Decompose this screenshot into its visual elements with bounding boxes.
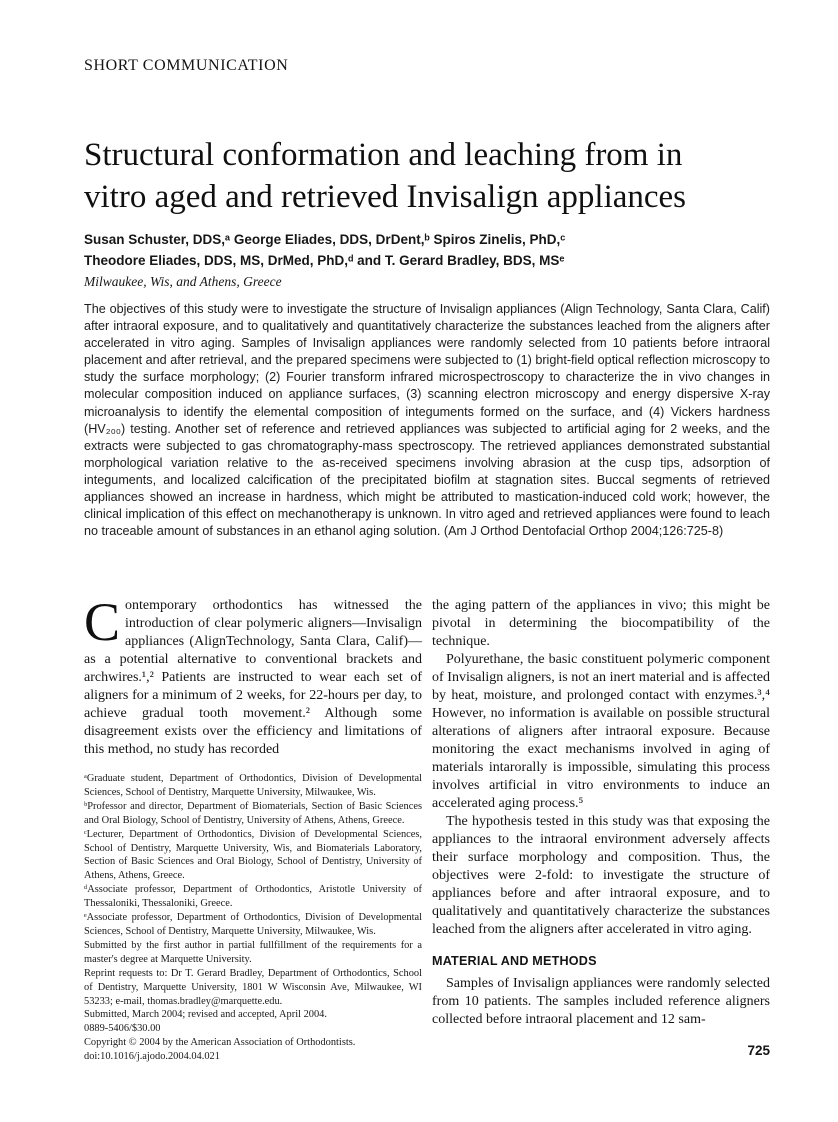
- body-paragraph-4: Samples of Invisalign appliances were randomly selected from 10 patients. The samples included reference aligners collected before intraoral placement and 12 sam-: [432, 976, 770, 1027]
- intro-paragraph: [84, 592, 422, 759]
- footnote-block: [84, 772, 422, 1064]
- drop-cap: C: [84, 592, 121, 652]
- author-line-2: Theodore Eliades, DDS, MS, DrMed, PhD,ᵈ and T. Gerard Bradley, BDS, MSᵉ: [84, 253, 565, 268]
- page-number: 725: [747, 1043, 770, 1058]
- two-column-body: [84, 592, 770, 1064]
- author-list: [84, 229, 784, 271]
- section-label: SHORT COMMUNICATION: [84, 57, 289, 74]
- footnote-submission: Submitted by the first author in partial fullfillment of the requirements for a master's degree at Marquette University.: [84, 939, 422, 965]
- article-title-line1: Structural conformation and leaching from in: [84, 137, 683, 173]
- article-title-line2: vitro aged and retrieved Invisalign appliances: [84, 179, 687, 215]
- footnote-issn-price: 0889-5406/$30.00: [84, 1023, 161, 1035]
- body-paragraph-1: the aging pattern of the appliances in vivo; this might be pivotal in determining the biocompatibility of the technique.: [432, 598, 770, 649]
- footnote-b: ᵇProfessor and director, Department of Biomaterials, Section of Basic Sciences and Oral Biology, School of Dentistry, University of Athens, Athens, Greece.: [84, 800, 422, 826]
- author-line-1: Susan Schuster, DDS,ᵃ George Eliades, DDS, DrDent,ᵇ Spiros Zinelis, PhD,ᶜ: [84, 232, 566, 247]
- footnote-c: ᶜLecturer, Department of Orthodontics, Division of Developmental Sciences, School of Dentistry, Marquette University, Wis, and Biomaterials Laboratory, Section of Basic Sciences and Oral Biology, School of Dentistry, University of Athens, Athens, Greece.: [84, 828, 422, 882]
- footnote-e: ᵉAssociate professor, Department of Orthodontics, Division of Developmental Sciences, School of Dentistry, Marquette University, Milwaukee, Wis.: [84, 912, 422, 937]
- body-paragraph-2: Polyurethane, the basic constituent polymeric component of Invisalign aligners, is not an inert material and is affected by heat, moisture, and prolonged contact with enzymes.³,⁴ However, no information is available on possible structural alterations of aligners after intraoral exposure. Because monitoring the exact mechanisms involved in aging of materials intarorally is impossible, simulating this process involves artificial in vitro environments to induce an accelerated aging process.⁵: [432, 652, 770, 811]
- body-paragraph-3: The hypothesis tested in this study was that exposing the appliances to the intraoral environment adversely affects their surface morphology and composition. Thus, the objectives were 2-fold: to investigate the structure of appliances before and after intraoral exposure, and to qualitatively and quantitatively characterize the substances leached from the aligners after accelerated in vitro aging.: [432, 814, 770, 937]
- footnote-a: ᵃGraduate student, Department of Orthodontics, Division of Developmental Sciences, School of Dentistry, Marquette University, Milwaukee, Wis.: [84, 773, 422, 798]
- footnote-d: ᵈAssociate professor, Department of Orthodontics, Aristotle University of Thessaloniki, Thessaloniki, Greece.: [84, 884, 422, 910]
- affiliation-line: Milwaukee, Wis, and Athens, Greece: [84, 274, 282, 289]
- section-heading-material-and-methods: MATERIAL AND METHODS: [432, 954, 597, 968]
- left-column: [84, 592, 422, 1064]
- article-title: [84, 134, 784, 218]
- abstract-paragraph: The objectives of this study were to investigate the structure of Invisalign appliances (Align Technology, Santa Clara, Calif) after intraoral exposure, and to qualitatively and quantitatively characterize the substances leached from the aligners after accelerated in vitro aging. Samples of Invisalign appliances were randomly selected from 10 patients before intraoral placement and after retrieval, and the prepared specimens were subjected to (1) bright-field optical reflection microscopy to study the surface morphology; (2) Fourier transform infrared microspectroscopy to characterize the in vivo changes in molecular composition induced on appliance surfaces, (3) scanning electron microscopy and energy dispersive X-ray microanalysis to identify the elemental composition of integuments formed on the surface, and (4) Vickers hardness (HV₂₀₀) testing. Another set of reference and retrieved appliances was subjected to artificial aging for 2 weeks, and the extracts were subjected to gas chromatography-mass spectroscopy. The retrieved appliances demonstrated substantial morphological variation relative to the as-received specimens involving abrasion at the cusp tips, adsorption of integuments, and localized calcification of the precipitated biofilm at stagnation sites. Buccal segments of retrieved appliances showed an increase in hardness, which might be attributed to mastication-induced cold work; however, the clinical implication of this effect on mechanotherapy is unknown. In vitro aged and retrieved appliances were found to leach no traceable amount of substances in an ethanol aging solution. (Am J Orthod Dentofacial Orthop 2004;126:725-8): [84, 302, 770, 539]
- right-column: [432, 597, 770, 1064]
- footnote-doi: doi:10.1016/j.ajodo.2004.04.021: [84, 1051, 220, 1063]
- footnote-copyright: Copyright © 2004 by the American Association of Orthodontists.: [84, 1037, 356, 1049]
- footnote-reprint-requests: Reprint requests to: Dr T. Gerard Bradley, Department of Orthodontics, School of Dentistry, Marquette University, 1801 W Wisconsin Ave, Milwaukee, WI 53233; e-mail, thomas.bradley@marquette.edu.: [84, 967, 422, 1007]
- intro-paragraph-text: ontemporary orthodontics has witnessed the introduction of clear polymeric aligners—Invisalign appliances (AlignTechnology, Santa Clara, Calif)—as a potential alternative to conventional brackets and archwires.¹,² Patients are instructed to wear each set of aligners for a minimum of 2 weeks, for 22-hours per day, to achieve gradual tooth movement.² Although some disagreement exists over the efficiency and limitations of this method, no study has recorded: [84, 598, 422, 757]
- footnote-dates: Submitted, March 2004; revised and accepted, April 2004.: [84, 1009, 327, 1021]
